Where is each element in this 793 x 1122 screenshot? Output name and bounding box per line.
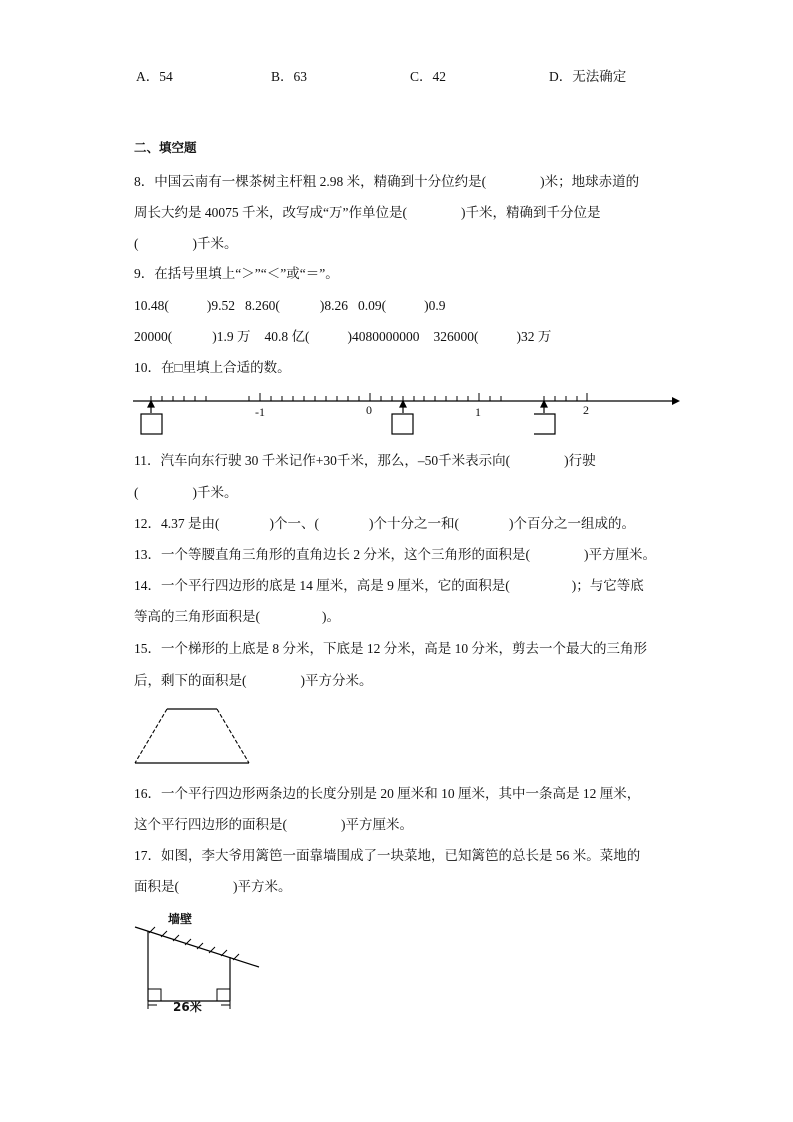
number-line-label: 1 xyxy=(475,405,481,419)
question-17-line-1: 17．如图，李大爷用篱笆一面靠墙围成了一块菜地，已知篱笆的总长是 56 米。菜地的 xyxy=(134,848,641,863)
trapezoid-figure xyxy=(125,695,285,775)
q11-text: )千米。 xyxy=(192,485,238,500)
question-11-line-1 xyxy=(134,454,596,468)
question-16-line-1: 16．一个平行四边形两条边的长度分别是 20 厘米和 10 厘米，其中一条高是 12 厘米， xyxy=(134,786,641,801)
compare-left: 326000( xyxy=(433,329,479,344)
compare-left: 40.8 亿( xyxy=(264,329,310,344)
q13-text: )平方厘米。 xyxy=(584,547,656,562)
q15-text: 后，剩下的面积是( xyxy=(134,673,247,688)
question-8-line-2 xyxy=(134,206,600,220)
number-line-label: -1 xyxy=(255,405,265,419)
q8-text: )千米。 xyxy=(192,236,238,251)
choice-a: A．54 xyxy=(136,69,173,84)
question-9-prompt: 9．在括号里填上“＞”“＜”或“＝”。 xyxy=(134,266,339,281)
section-title: 二、填空题 xyxy=(134,140,197,155)
number-line-label: 2 xyxy=(583,403,589,417)
number-line xyxy=(0,385,793,445)
compare-left: 20000( xyxy=(134,329,173,344)
q16-text: )平方厘米。 xyxy=(341,817,413,832)
q17-text: )平方米。 xyxy=(233,879,292,894)
compare-right: )9.52 xyxy=(206,298,235,313)
question-8-line-3 xyxy=(134,237,238,251)
question-17-line-2 xyxy=(134,880,292,894)
question-14-line-2 xyxy=(134,610,340,624)
q8-text: 周长大约是 40075 千米，改写成“万”作单位是( xyxy=(134,205,407,220)
q8-text: 8．中国云南有一棵茶树主杆粗 2.98 米，精确到十分位约是( xyxy=(134,174,487,189)
compare-left: 0.09( xyxy=(358,298,387,313)
wall-label: 墙壁 xyxy=(168,912,193,926)
question-12 xyxy=(134,517,635,531)
question-13 xyxy=(134,548,656,562)
q12-text: )个百分之一组成的。 xyxy=(509,516,635,531)
question-10-prompt: 10．在□里填上合适的数。 xyxy=(134,360,291,375)
q8-text: )千米，精确到千分位是 xyxy=(460,205,601,220)
compare-right: )32 万 xyxy=(516,329,552,344)
compare-right: )0.9 xyxy=(424,298,446,313)
compare-right: )8.26 xyxy=(319,298,348,313)
compare-left: 8.260( xyxy=(245,298,280,313)
vegetable-garden-figure xyxy=(125,905,275,1015)
base-length-label: 26米 xyxy=(173,1000,202,1014)
question-15-line-2 xyxy=(134,674,373,688)
q14-text: 14．一个平行四边形的底是 14 厘米，高是 9 厘米，它的面积是( xyxy=(134,578,510,593)
q17-text: 面积是( xyxy=(134,879,179,894)
answer-box-1[interactable] xyxy=(141,414,162,434)
q13-text: 13．一个等腰直角三角形的直角边长 2 分米，这个三角形的面积是( xyxy=(134,547,530,562)
choice-c: C．42 xyxy=(410,69,447,84)
question-9-row-2 xyxy=(134,330,551,344)
q14-text: )；与它等底 xyxy=(571,578,644,593)
q16-text: 这个平行四边形的面积是( xyxy=(134,817,287,832)
question-9-row-1 xyxy=(134,299,446,313)
q12-text: )个十分之一和( xyxy=(369,516,459,531)
answer-box-3[interactable] xyxy=(534,414,555,434)
q8-text: )米；地球赤道的 xyxy=(540,174,640,189)
question-14-line-1 xyxy=(134,579,644,593)
question-8-line-1 xyxy=(134,175,639,189)
choice-d: D．无法确定 xyxy=(549,69,627,84)
answer-box-2[interactable] xyxy=(392,414,413,434)
q8-text: ( xyxy=(134,236,139,251)
number-line-label: 0 xyxy=(366,403,372,417)
q12-text: 12．4.37 是由( xyxy=(134,516,220,531)
compare-right: )1.9 万 xyxy=(212,329,251,344)
q14-text: )。 xyxy=(322,609,340,624)
q11-text: )行驶 xyxy=(564,453,596,468)
q11-text: 11．汽车向东行驶 30 千米记作+30千米，那么，–50千米表示向( xyxy=(134,453,511,468)
compare-left: 10.48( xyxy=(134,298,169,313)
question-15-line-1: 15．一个梯形的上底是 8 分米，下底是 12 分米，高是 10 分米，剪去一个最大的三角形 xyxy=(134,641,647,656)
q14-text: 等高的三角形面积是( xyxy=(134,609,260,624)
q15-text: )平方分米。 xyxy=(300,673,373,688)
question-16-line-2 xyxy=(134,818,413,832)
question-11-line-2 xyxy=(134,486,238,500)
compare-right: )4080000000 xyxy=(347,329,420,344)
q12-text: )个一、( xyxy=(269,516,319,531)
choice-b: B．63 xyxy=(271,69,308,84)
q11-text: ( xyxy=(134,485,139,500)
